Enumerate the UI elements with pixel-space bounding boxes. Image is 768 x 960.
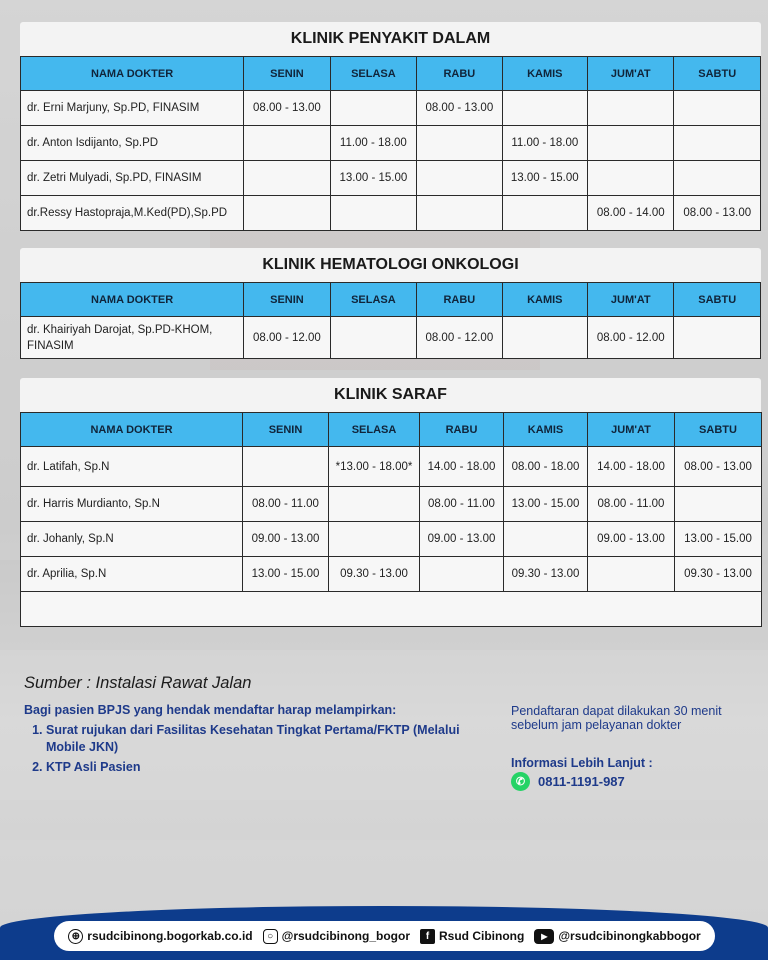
schedule-cell: 13.00 - 15.00 [504, 487, 588, 522]
schedule-cell [502, 317, 587, 359]
table-row [21, 161, 761, 196]
website-text: rsudcibinong.bogorkab.co.id [87, 929, 253, 943]
schedule-cell: 08.00 - 13.00 [674, 196, 761, 231]
header-rabu: RABU [420, 413, 504, 447]
header-senin: SENIN [243, 413, 329, 447]
schedule-cell [588, 557, 675, 592]
header-doctor: NAMA DOKTER [21, 57, 244, 91]
doctor-name: dr. Anton Isdijanto, Sp.PD [21, 126, 244, 161]
phone-number: 0811-1191-987 [538, 774, 625, 789]
list-item: 1. Surat rujukan dari Fasilitas Kesehatan Tingkat Pertama/FKTP (Melalui Mobile JKN) [46, 722, 484, 756]
schedule-table [20, 412, 762, 627]
schedule-table [20, 56, 761, 231]
info-title: Informasi Lebih Lanjut : [511, 756, 653, 770]
doctor-name: dr. Latifah, Sp.N [21, 447, 243, 487]
facebook-link[interactable] [420, 929, 524, 944]
website-link[interactable] [68, 929, 252, 944]
source-note: Sumber : Instalasi Rawat Jalan [24, 674, 252, 692]
schedule-cell [417, 161, 502, 196]
table-header-row [21, 283, 761, 317]
schedule-cell: 13.00 - 15.00 [330, 161, 416, 196]
schedule-cell [417, 196, 502, 231]
footer-social-bar [54, 921, 715, 951]
schedule-cell: 08.00 - 13.00 [244, 91, 330, 126]
header-rabu: RABU [417, 283, 502, 317]
schedule-cell: 08.00 - 12.00 [244, 317, 330, 359]
phone-contact[interactable] [511, 772, 625, 791]
doctor-name: dr. Aprilia, Sp.N [21, 557, 243, 592]
table-row [21, 91, 761, 126]
schedule-cell: 13.00 - 15.00 [243, 557, 329, 592]
header-selasa: SELASA [330, 283, 416, 317]
doctor-name: dr. Erni Marjuny, Sp.PD, FINASIM [21, 91, 244, 126]
clinic-title: KLINIK SARAF [20, 378, 761, 412]
schedule-cell [329, 487, 420, 522]
schedule-cell: 09.00 - 13.00 [420, 522, 504, 557]
schedule-cell: 13.00 - 15.00 [502, 161, 587, 196]
table-row-empty [21, 592, 762, 627]
schedule-cell [329, 522, 420, 557]
clinic-hematologi-onkologi [20, 248, 761, 359]
schedule-cell: 14.00 - 18.00 [588, 447, 675, 487]
schedule-cell [420, 557, 504, 592]
schedule-cell [674, 91, 761, 126]
instagram-link[interactable] [263, 929, 410, 944]
header-doctor: NAMA DOKTER [21, 283, 244, 317]
schedule-cell [330, 317, 416, 359]
schedule-cell: 08.00 - 14.00 [588, 196, 674, 231]
schedule-cell: 13.00 - 15.00 [675, 522, 762, 557]
header-sabtu: SABTU [674, 283, 761, 317]
schedule-cell [674, 126, 761, 161]
clinic-penyakit-dalam [20, 22, 761, 231]
clinic-saraf [20, 378, 761, 627]
header-jumat: JUM'AT [588, 413, 675, 447]
header-sabtu: SABTU [675, 413, 762, 447]
schedule-cell: 08.00 - 11.00 [588, 487, 675, 522]
doctor-name: dr.Ressy Hastopraja,M.Ked(PD),Sp.PD [21, 196, 244, 231]
empty-row-cell [21, 592, 762, 627]
schedule-cell [244, 161, 330, 196]
whatsapp-icon: ✆ [511, 772, 530, 791]
header-rabu: RABU [417, 57, 502, 91]
table-row [21, 557, 762, 592]
schedule-cell: 08.00 - 12.00 [417, 317, 502, 359]
schedule-cell: 08.00 - 12.00 [588, 317, 674, 359]
schedule-cell: 08.00 - 11.00 [243, 487, 329, 522]
youtube-icon: ▶ [534, 929, 554, 944]
table-header-row [21, 57, 761, 91]
schedule-cell: 09.30 - 13.00 [675, 557, 762, 592]
schedule-cell: 14.00 - 18.00 [420, 447, 504, 487]
schedule-cell: 08.00 - 13.00 [417, 91, 502, 126]
schedule-cell: 09.00 - 13.00 [243, 522, 329, 557]
table-row [21, 487, 762, 522]
schedule-cell: 09.30 - 13.00 [329, 557, 420, 592]
globe-icon: ⊕ [68, 929, 83, 944]
instagram-icon: ○ [263, 929, 278, 944]
table-row [21, 126, 761, 161]
instagram-text: @rsudcibinong_bogor [281, 929, 410, 943]
header-jumat: JUM'AT [588, 283, 674, 317]
facebook-icon: f [420, 929, 435, 944]
schedule-cell [504, 522, 588, 557]
list-item: 2. KTP Asli Pasien [46, 759, 484, 776]
schedule-cell: *13.00 - 18.00* [329, 447, 420, 487]
header-jumat: JUM'AT [588, 57, 674, 91]
table-row [21, 196, 761, 231]
schedule-cell [588, 161, 674, 196]
registration-note: Pendaftaran dapat dilakukan 30 menit sebelum jam pelayanan dokter [511, 704, 722, 732]
schedule-cell [330, 196, 416, 231]
table-row [21, 522, 762, 557]
schedule-cell [588, 91, 674, 126]
header-doctor: NAMA DOKTER [21, 413, 243, 447]
schedule-table [20, 282, 761, 359]
schedule-cell [502, 196, 587, 231]
header-kamis: KAMIS [504, 413, 588, 447]
youtube-link[interactable] [534, 929, 700, 944]
table-row [21, 447, 762, 487]
header-selasa: SELASA [330, 57, 416, 91]
schedule-cell: 08.00 - 13.00 [675, 447, 762, 487]
bpjs-requirements [24, 702, 484, 779]
schedule-cell: 11.00 - 18.00 [502, 126, 587, 161]
schedule-cell [588, 126, 674, 161]
schedule-cell [243, 447, 329, 487]
clinic-title: KLINIK PENYAKIT DALAM [20, 22, 761, 56]
doctor-name: dr. Johanly, Sp.N [21, 522, 243, 557]
schedule-cell [417, 126, 502, 161]
header-sabtu: SABTU [674, 57, 761, 91]
schedule-cell [244, 126, 330, 161]
facebook-text: Rsud Cibinong [439, 929, 525, 943]
table-row [21, 317, 761, 359]
schedule-cell [502, 91, 587, 126]
header-kamis: KAMIS [502, 57, 587, 91]
bpjs-intro: Bagi pasien BPJS yang hendak mendaftar harap melampirkan: [24, 703, 397, 717]
doctor-name: dr. Zetri Mulyadi, Sp.PD, FINASIM [21, 161, 244, 196]
schedule-cell: 09.30 - 13.00 [504, 557, 588, 592]
doctor-name: dr. Khairiyah Darojat, Sp.PD-KHOM, FINASIM [21, 317, 244, 359]
schedule-cell [244, 196, 330, 231]
schedule-cell [675, 487, 762, 522]
clinic-title: KLINIK HEMATOLOGI ONKOLOGI [20, 248, 761, 282]
schedule-cell: 08.00 - 18.00 [504, 447, 588, 487]
schedule-cell: 09.00 - 13.00 [588, 522, 675, 557]
header-kamis: KAMIS [502, 283, 587, 317]
header-senin: SENIN [244, 57, 330, 91]
header-senin: SENIN [244, 283, 330, 317]
bpjs-list [46, 722, 484, 776]
table-header-row [21, 413, 762, 447]
schedule-cell: 11.00 - 18.00 [330, 126, 416, 161]
schedule-cell: 08.00 - 11.00 [420, 487, 504, 522]
schedule-cell [674, 161, 761, 196]
youtube-text: @rsudcibinongkabbogor [558, 929, 701, 943]
doctor-name: dr. Harris Murdianto, Sp.N [21, 487, 243, 522]
schedule-cell [674, 317, 761, 359]
schedule-cell [330, 91, 416, 126]
header-selasa: SELASA [329, 413, 420, 447]
